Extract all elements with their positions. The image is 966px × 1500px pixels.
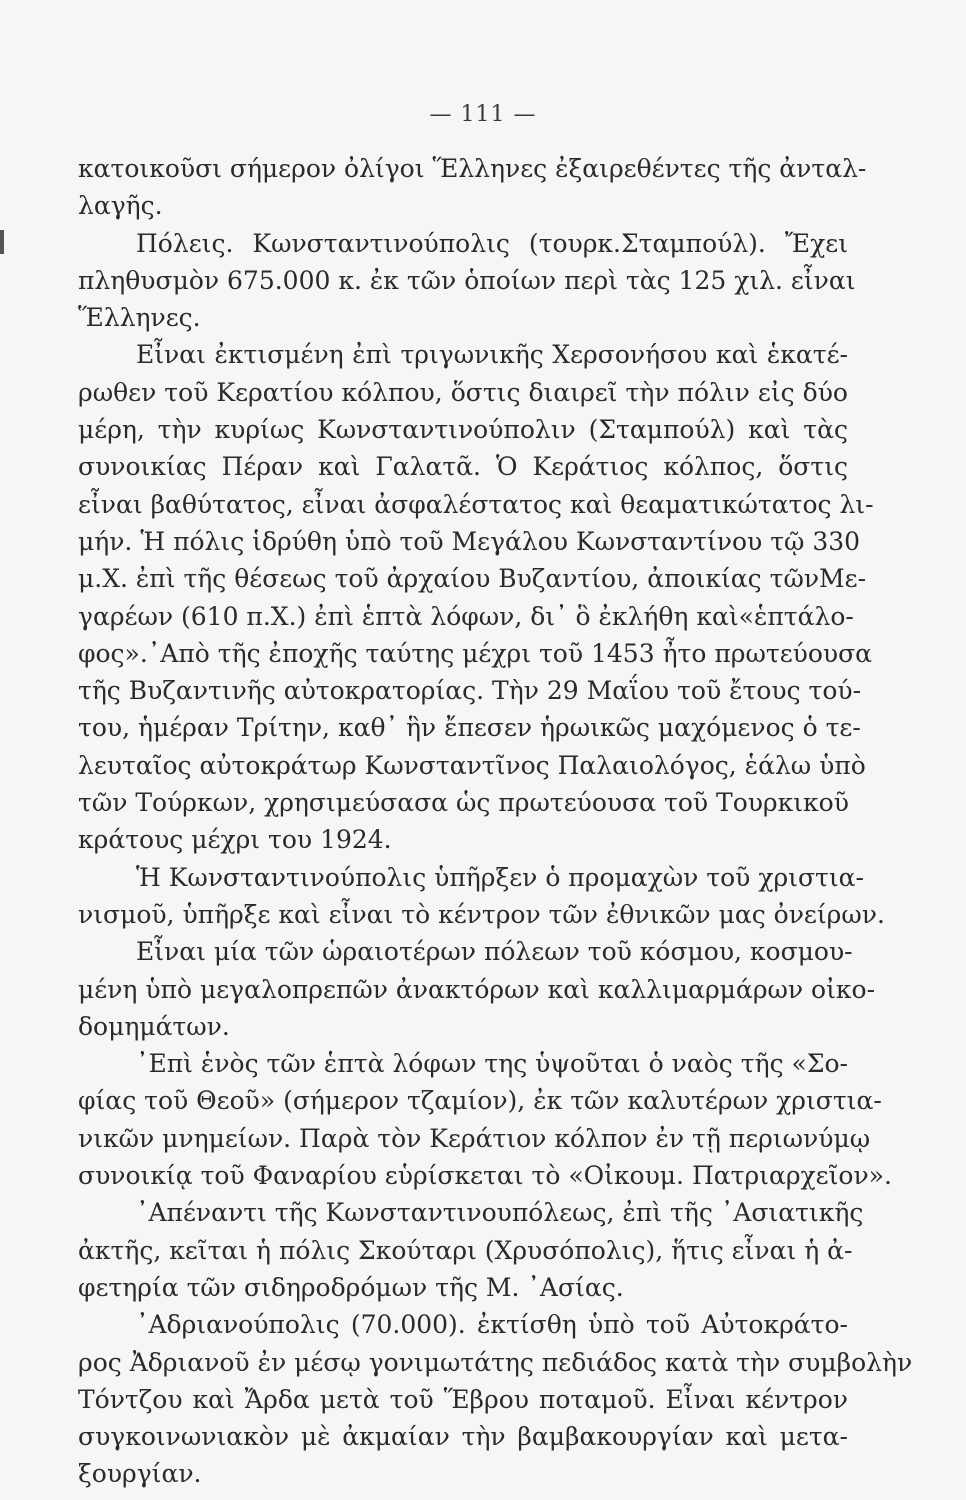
text-line: μέρη, τὴν κυρίως Κωνσταντινούπολιν (Σταμπούλ) καὶ τὰς xyxy=(78,415,848,445)
text-line: μ.Χ. ἐπὶ τῆς θέσεως τοῦ ἀρχαίου Βυζαντίου, ἀποικίας τῶνΜε- xyxy=(78,564,867,594)
text-line: γαρέων (610 π.Χ.) ἐπὶ ἑπτὰ λόφων, δι᾽ ὃ ἐκλήθη καὶ«ἑπτάλο- xyxy=(78,601,854,631)
text-line: κατοικοῦσι σήμερον ὀλίγοι Ἕλληνες ἐξαιρεθέντες τῆς ἀνταλ- xyxy=(78,154,867,183)
body-text xyxy=(78,150,913,1493)
text-line: του, ἡμέραν Τρίτην, καθ᾽ ἣν ἔπεσεν ἡρωικῶς μαχόμενος ὁ τε- xyxy=(78,713,861,743)
text-line: λαγῆς. xyxy=(78,191,163,221)
text-line: μένη ὑπὸ μεγαλοπρεπῶν ἀνακτόρων καὶ καλλιμαρμάρων οἰκο- xyxy=(78,974,876,1004)
text-line: Εἶναι ἐκτισμένη ἐπὶ τριγωνικῆς Χερσονήσου καὶ ἑκατέ- xyxy=(136,340,848,370)
text-line: Τόντζου καὶ Ἄρδα μετὰ τοῦ Ἕβρου ποταμοῦ. Εἶναι κέντρον xyxy=(78,1384,848,1414)
text-line: δομημάτων. xyxy=(78,1011,230,1041)
text-line: μήν. Ἡ πόλις ἱδρύθη ὑπὸ τοῦ Μεγάλου Κωνσταντίνου τῷ 330 xyxy=(78,526,861,556)
text-line: φίας τοῦ Θεοῦ» (σήμερον τζαμίον), ἐκ τῶν καλυτέρων χριστια- xyxy=(78,1086,882,1116)
section-heading-line: Πόλεις. Κωνσταντινούπολις (τουρκ.Σταμπούλ). Ἔχει xyxy=(136,228,848,258)
text-line: Εἶναι μία τῶν ὡραιοτέρων πόλεων τοῦ κόσμου, κοσμου- xyxy=(136,937,853,967)
text-line: φος».᾽Απὸ τῆς ἐποχῆς ταύτης μέχρι τοῦ 1453 ἦτο πρωτεύουσα xyxy=(78,638,873,668)
text-line: φετηρία τῶν σιδηροδρόμων τῆς Μ. ᾽Ασίας. xyxy=(78,1272,624,1302)
text-line: ρωθεν τοῦ Κερατίου κόλπου, ὅστις διαιρεῖ τὴν πόλιν εἰς δύο xyxy=(78,377,848,407)
page-number: — 111 — xyxy=(429,102,537,127)
text-line: ρος Ἀδριανοῦ ἐν μέσῳ γονιμωτάτης πεδιάδος κατὰ τὴν συμβολὴν xyxy=(78,1347,913,1377)
text-line: κράτους μέχρι του 1924. xyxy=(78,825,392,855)
scan-edge-mark xyxy=(0,230,4,254)
text-line: ξουργίαν. xyxy=(78,1459,202,1489)
text-line: συγκοινωνιακὸν μὲ ἀκμαίαν τὴν βαμβακουργίαν καὶ μετα- xyxy=(78,1422,848,1452)
text-line: Ἡ Κωνσταντινούπολις ὑπῆρξεν ὁ προμαχὼν τοῦ χριστια- xyxy=(136,862,865,892)
text-line: συνοικίας Πέραν καὶ Γαλατᾶ. Ὁ Κεράτιος κόλπος, ὅστις xyxy=(78,452,848,482)
text-line: λευταῖος αὐτοκράτωρ Κωνσταντῖνος Παλαιολόγος, ἑάλω ὑπὸ xyxy=(78,750,866,780)
section-heading-line: ᾽Αδριανούπολις (70.000). ἐκτίσθη ὑπὸ τοῦ Αὐτοκράτο- xyxy=(136,1310,848,1340)
text-line: ᾽Απέναντι τῆς Κωνσταντινουπόλεως, ἐπὶ τῆς ᾽Ασιατικῆς xyxy=(136,1198,864,1228)
text-line: νικῶν μνημείων. Παρὰ τὸν Κεράτιον κόλπον ἐν τῇ περιωνύμῳ xyxy=(78,1123,871,1153)
text-line: ᾽Επὶ ἑνὸς τῶν ἑπτὰ λόφων της ὑψοῦται ὁ ναὸς τῆς «Σο- xyxy=(136,1049,848,1079)
text-line: εἶναι βαθύτατος, εἶναι ἀσφαλέστατος καὶ θεαματικώτατος λι- xyxy=(78,489,874,519)
text-line: Ἕλληνες. xyxy=(78,303,201,333)
text-line: συνοικίᾳ τοῦ Φαναρίου εὑρίσκεται τὸ «Οἰκουμ. Πατριαρχεῖον». xyxy=(78,1161,892,1191)
text-line: τῶν Τούρκων, χρησιμεύσασα ὡς πρωτεύουσα τοῦ Τουρκικοῦ xyxy=(78,788,849,818)
text-line: πληθυσμὸν 675.000 κ. ἐκ τῶν ὁποίων περὶ τὰς 125 χιλ. εἶναι xyxy=(78,265,856,295)
text-line: ἀκτῆς, κεῖται ἡ πόλις Σκούταρι (Χρυσόπολις), ἥτις εἶναι ἡ ἀ- xyxy=(78,1235,853,1265)
text-line: νισμοῦ, ὑπῆρξε καὶ εἶναι τὸ κέντρον τῶν ἐθνικῶν μας ὀνείρων. xyxy=(78,899,885,929)
text-line: τῆς Βυζαντινῆς αὐτοκρατορίας. Τὴν 29 Μαΐου τοῦ ἔτους τού- xyxy=(78,676,862,706)
